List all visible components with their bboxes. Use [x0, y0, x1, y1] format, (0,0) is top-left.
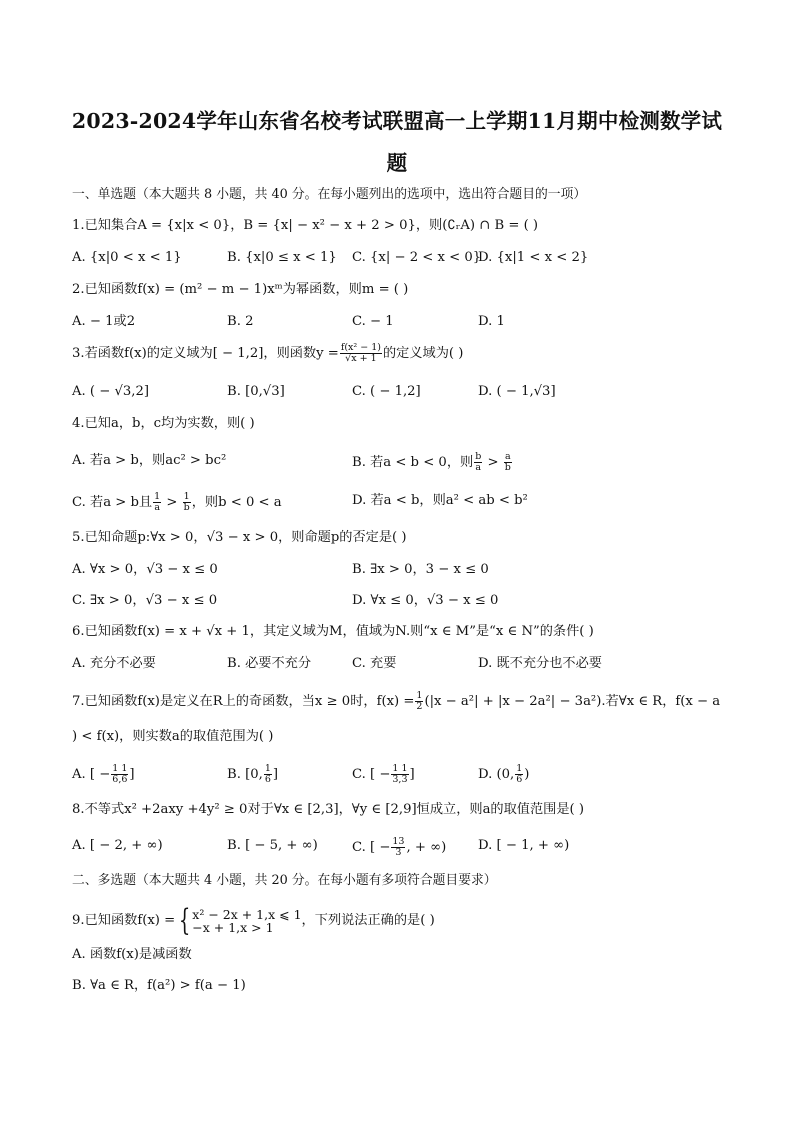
fraction-denominator: b [504, 462, 511, 473]
option-label: D. (0, [478, 767, 515, 782]
question-9-stem [72, 904, 435, 938]
question-6-option-a: A. 充分不必要 [72, 656, 156, 671]
question-3-stem [72, 343, 463, 364]
question-4-option-b-gt: > [483, 455, 503, 470]
fraction-numerator: 1 [183, 491, 190, 502]
exam-title-line2: 题 [386, 151, 408, 175]
fraction-denominator: 6 [516, 774, 523, 785]
question-7-stem-part2: (|x − a²| + |x − 2a²| − 3a²).若∀x ∈ R，f(x − a [424, 694, 721, 709]
question-3-option-a: A. ( − √3,2] [72, 384, 150, 399]
question-4-stem: 4.已知a，b，c均为实数，则( ) [72, 416, 255, 431]
option-label: B. [0, [227, 767, 263, 782]
question-3-stem-part2: 的定义域为( ) [382, 346, 464, 361]
section-heading-multiple-choice: 二、多选题（本大题共 4 小题，共 20 分。在每小题有多项符合题目要求） [72, 873, 497, 888]
fraction-numerator: 1 [416, 690, 423, 701]
piecewise-case-1: x² − 2x + 1,x ⩽ 1 [192, 906, 302, 922]
question-1-option-d: D. {x|1 < x < 2} [478, 250, 589, 265]
question-8-option-a: A. [ − 2, + ∞) [72, 838, 163, 853]
fraction-denominator: b [183, 502, 190, 513]
fraction-denominator: 2 [416, 701, 423, 712]
question-7-half-fraction [415, 691, 423, 712]
fraction-denominator: 6 [264, 774, 271, 785]
question-6-stem: 6.已知函数f(x) = x + √x + 1，其定义域为M，值域为N.则“x ∈ M”是“x ∈ N”的条件( ) [72, 624, 594, 639]
option-tail: , + ∞) [406, 840, 447, 855]
piecewise-brace: { [179, 902, 191, 938]
piecewise-case-2: −x + 1,x > 1 [192, 919, 274, 935]
question-7-stem-line1 [72, 691, 720, 712]
question-7-option-c-fraction [391, 764, 408, 785]
question-9-option-a: A. 函数f(x)是减函数 [72, 947, 192, 962]
question-5-option-c: C. ∃x > 0，√3 − x ≤ 0 [72, 593, 218, 608]
question-8-option-d: D. [ − 1, + ∞) [478, 838, 570, 853]
fraction-numerator: a [504, 451, 511, 462]
option-label: A. [ − [72, 767, 111, 782]
question-4-option-c-fraction-1 [153, 492, 161, 513]
question-1-stem: 1.已知集合A = {x|x < 0}，B = {x| − x² − x + 2 > 0}，则(∁ᵣA) ∩ B = ( ) [72, 218, 539, 233]
question-8-stem: 8.不等式x² +2axy +4y² ≥ 0对于∀x ∈ [2,3]，∀y ∈ [2,9]恒成立，则a的取值范围是( ) [72, 802, 585, 817]
bracket: ] [409, 767, 415, 782]
question-2-option-c: C. − 1 [352, 314, 394, 329]
fraction-numerator: 1 [516, 763, 523, 774]
question-5-option-a: A. ∀x > 0，√3 − x ≤ 0 [72, 562, 218, 577]
question-7-option-a-fraction [111, 764, 128, 785]
question-3-option-c: C. ( − 1,2] [352, 384, 421, 399]
option-label: C. [ − [352, 767, 391, 782]
bracket: ) [524, 767, 530, 782]
question-1-option-c: C. {x| − 2 < x < 0} [352, 250, 482, 265]
question-6-option-b: B. 必要不充分 [227, 656, 312, 671]
question-4-option-b-fraction-2 [504, 452, 512, 473]
question-2-stem: 2.已知函数f(x) = (m² − m − 1)xᵐ为幂函数，则m = ( ) [72, 282, 409, 297]
question-6-option-c: C. 充要 [352, 656, 397, 671]
question-5-stem: 5.已知命题p:∀x > 0，√3 − x > 0，则命题p的否定是( ) [72, 530, 407, 545]
fraction-numerator: 1 1 [392, 763, 408, 774]
fraction-denominator: a [475, 462, 482, 473]
question-7-stem-part1: 7.已知函数f(x)是定义在R上的奇函数，当x ≥ 0时，f(x) = [72, 694, 415, 709]
question-3-option-d: D. ( − 1,√3] [478, 384, 556, 399]
bracket: ] [272, 767, 279, 782]
question-7-option-a [72, 764, 135, 785]
piecewise-definition [192, 908, 301, 934]
question-8-option-c-fraction [391, 837, 405, 858]
question-5-option-b: B. ∃x > 0，3 − x ≤ 0 [352, 562, 489, 577]
section-heading-single-choice: 一、单选题（本大题共 8 小题，共 40 分。在每小题列出的选项中，选出符合题目的一项） [72, 187, 587, 202]
question-5-option-d: D. ∀x ≤ 0，√3 − x ≤ 0 [352, 593, 499, 608]
question-7-option-d-fraction [515, 764, 523, 785]
fraction-numerator: 13 [392, 836, 405, 847]
fraction-denominator: a [154, 502, 160, 513]
fraction-numerator: b [475, 451, 482, 462]
fraction-numerator: 1 [154, 491, 161, 502]
question-6-option-d: D. 既不充分也不必要 [478, 656, 602, 671]
question-4-option-a: A. 若a > b，则ac² > bc² [72, 453, 227, 468]
question-7-option-b-fraction [264, 764, 272, 785]
option-label: C. [ − [352, 840, 391, 855]
fraction-denominator: 3,3 [392, 774, 408, 785]
question-3-fraction [340, 343, 382, 364]
question-4-option-c-tail: ，则b < 0 < a [191, 495, 282, 510]
question-2-option-b: B. 2 [227, 314, 254, 329]
question-7-option-d [478, 764, 529, 785]
question-3-stem-part1: 3.若函数f(x)的定义域为[ − 1,2]，则函数y = [72, 346, 339, 361]
bracket: ] [129, 767, 135, 782]
question-4-option-b [352, 452, 513, 473]
question-3-option-b: B. [0,√3] [227, 384, 285, 399]
question-4-option-b-text: B. 若a < b < 0，则 [352, 455, 474, 470]
exam-title-line1: 2023-2024学年山东省名校考试联盟高一上学期11月期中检测数学试 [71, 109, 723, 133]
question-1-option-b: B. {x|0 ≤ x < 1} [227, 250, 337, 265]
question-4-option-c [72, 492, 282, 513]
fraction-denominator: 6,6 [112, 774, 128, 785]
question-8-option-c [352, 837, 446, 858]
question-4-option-c-gt: > [162, 495, 182, 510]
question-9-stem-part2: ，下列说法正确的是( ) [301, 913, 435, 928]
question-2-option-d: D. 1 [478, 314, 505, 329]
question-9-stem-part1: 9.已知函数f(x) = [72, 913, 176, 928]
fraction-numerator: 1 [264, 763, 271, 774]
question-4-option-d: D. 若a < b，则a² < ab < b² [352, 493, 528, 508]
question-9-option-b: B. ∀a ∈ R，f(a²) > f(a − 1) [72, 978, 246, 993]
fraction-denominator: 3 [395, 847, 402, 858]
question-7-stem-line2: ) < f(x)，则实数a的取值范围为( ) [72, 729, 274, 744]
question-3-fraction-denominator: √x + 1 [345, 353, 377, 364]
question-1-option-a: A. {x|0 < x < 1} [72, 250, 182, 265]
question-4-option-c-fraction-2 [183, 492, 191, 513]
question-7-option-c [352, 764, 415, 785]
question-2-option-a: A. − 1或2 [72, 314, 136, 329]
question-4-option-b-fraction-1 [474, 452, 482, 473]
question-7-option-b [227, 764, 278, 785]
question-8-option-b: B. [ − 5, + ∞) [227, 838, 318, 853]
question-4-option-c-text: C. 若a > b且 [72, 495, 153, 510]
fraction-numerator: 1 1 [112, 763, 128, 774]
question-3-fraction-numerator: f(x² − 1) [340, 342, 381, 353]
